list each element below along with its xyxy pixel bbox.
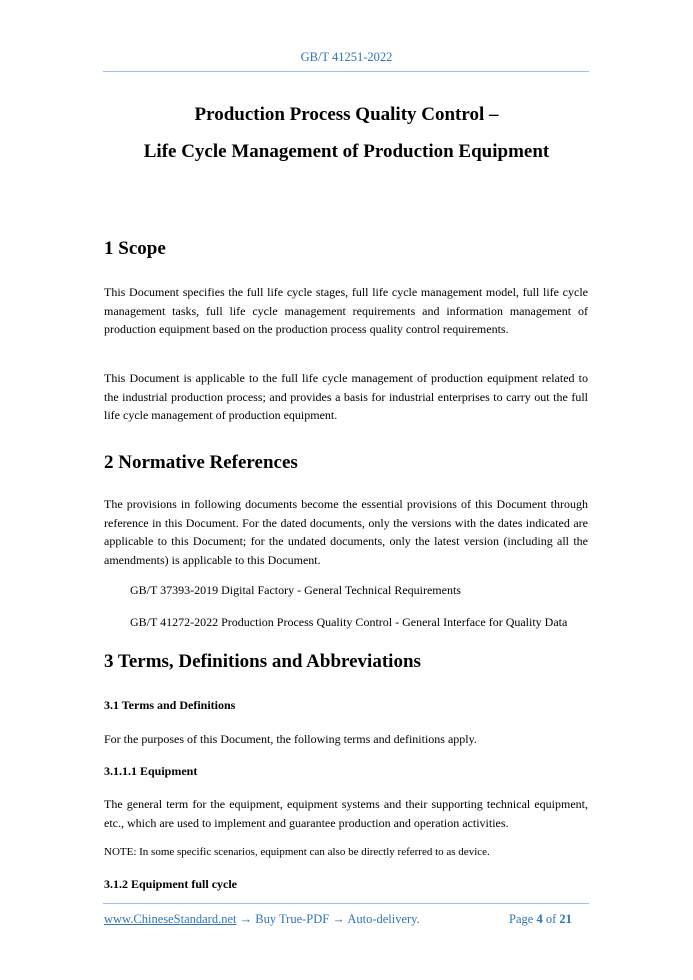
arrow-right-icon: →	[332, 912, 345, 926]
page-number	[509, 912, 572, 927]
page-label: Page	[509, 912, 534, 926]
footer-buy-link[interactable]: Buy True-PDF	[255, 912, 330, 926]
term-note: NOTE: In some specific scenarios, equipment can also be directly referred to as device.	[104, 846, 490, 858]
scope-paragraph-2: This Document is applicable to the full life cycle management of production equipment related to the industrial production process; and provides a basis for industrial enterprises to carry out the full life cycle management of production equipment.	[104, 371, 588, 423]
footer-links	[104, 912, 420, 927]
section-heading-terms: 3 Terms, Definitions and Abbreviations	[104, 651, 421, 672]
section-heading-normative-references: 2 Normative References	[104, 452, 298, 473]
arrow-right-icon: →	[239, 912, 253, 926]
page-current: 4	[536, 912, 543, 926]
section-heading-scope: 1 Scope	[104, 238, 166, 259]
page-total: 21	[559, 912, 572, 926]
normative-reference-item: GB/T 41272-2022 Production Process Quality Control - General Interface for Quality Data	[130, 615, 568, 629]
document-title-line-2: Life Cycle Management of Production Equipment	[143, 141, 550, 162]
header-standard-code: GB/T 41251-2022	[300, 50, 393, 64]
document-title-line-1: Production Process Quality Control –	[194, 104, 499, 125]
scope-paragraph-1: This Document specifies the full life cycle stages, full life cycle management model, full life cycle management tasks, full life cycle management requirements and information management of production equipment based on the production process quality control requirements.	[104, 285, 588, 337]
term-heading-equipment-full-cycle: 3.1.2 Equipment full cycle	[104, 877, 238, 891]
footer-site-link[interactable]: www.ChineseStandard.net	[104, 912, 237, 926]
normative-reference-item: GB/T 37393-2019 Digital Factory - General Technical Requirements	[130, 583, 461, 597]
normative-references-paragraph: The provisions in following documents become the essential provisions of this Document through reference in this Document. For the dated documents, only the versions with the dates indicated are applicable to this Document; for the undated documents, only the latest version (including all the amendments) is applicable to this Document.	[104, 497, 588, 567]
page-of-label: of	[545, 912, 557, 926]
subsection-heading-terms-definitions: 3.1 Terms and Definitions	[104, 698, 236, 712]
terms-intro-paragraph: For the purposes of this Document, the following terms and definitions apply.	[104, 732, 477, 746]
footer-delivery-text: Auto-delivery.	[347, 912, 420, 926]
footer-divider	[103, 903, 589, 904]
header-divider	[103, 71, 589, 72]
term-definition-equipment: The general term for the equipment, equipment systems and their supporting technical equipment, etc., which are used to implement and guarantee production and operation activities.	[104, 797, 588, 830]
term-heading-equipment: 3.1.1.1 Equipment	[104, 764, 198, 778]
